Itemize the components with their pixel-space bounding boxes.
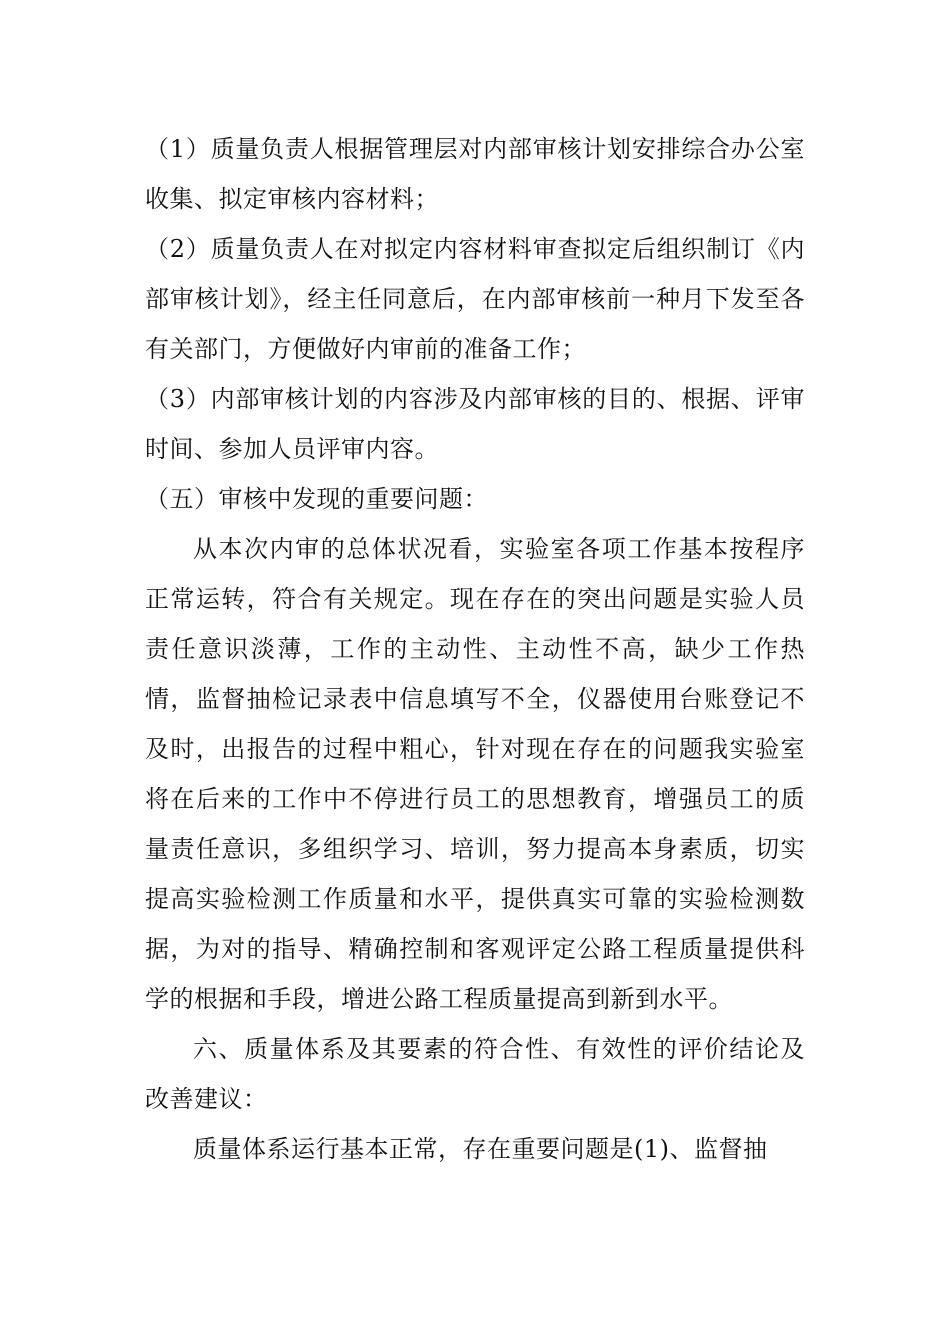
paragraph-3: （3）内部审核计划的内容涉及内部审核的目的、根据、评审时间、参加人员评审内容。 — [145, 385, 805, 463]
paragraph-1: （1）质量负责人根据管理层对内部审核计划安排综合办公室收集、拟定审核内容材料； — [145, 135, 805, 213]
paragraph-2: （2）质量负责人在对拟定内容材料审查拟定后组织制订《内部审核计划》，经主任同意后，在内部审核前一种月下发至各有关部门，方便做好内审前的准备工作； — [145, 235, 805, 363]
document-page — [145, 124, 805, 1174]
paragraph-findings: 从本次内审的总体状况看，实验室各项工作基本按程序正常运转，符合有关规定。现在存在的突出问题是实验人员责任意识淡薄，工作的主动性、主动性不高，缺少工作热情，监督抽检记录表中信息填写不全，仪器使用台账登记不及时，出报告的过程中粗心，针对现在存在的问题我实验室将在后来的工作中不停进行员工的思想教育，增强员工的质量责任意识，多组织学习、培训，努力提高本身素质，切实提高实验检测工作质量和水平，提供真实可靠的实验检测数据，为对的指导、精确控制和客观评定公路工程质量提供科学的根据和手段，增进公路工程质量提高到新到水平。 — [145, 535, 805, 1013]
section-heading-five: （五）审核中发现的重要问题： — [145, 485, 488, 513]
section-heading-six: 六、质量体系及其要素的符合性、有效性的评价结论及改善建议： — [145, 1035, 805, 1113]
paragraph-conclusion: 质量体系运行基本正常，存在重要问题是(1)、监督抽 — [193, 1135, 768, 1163]
